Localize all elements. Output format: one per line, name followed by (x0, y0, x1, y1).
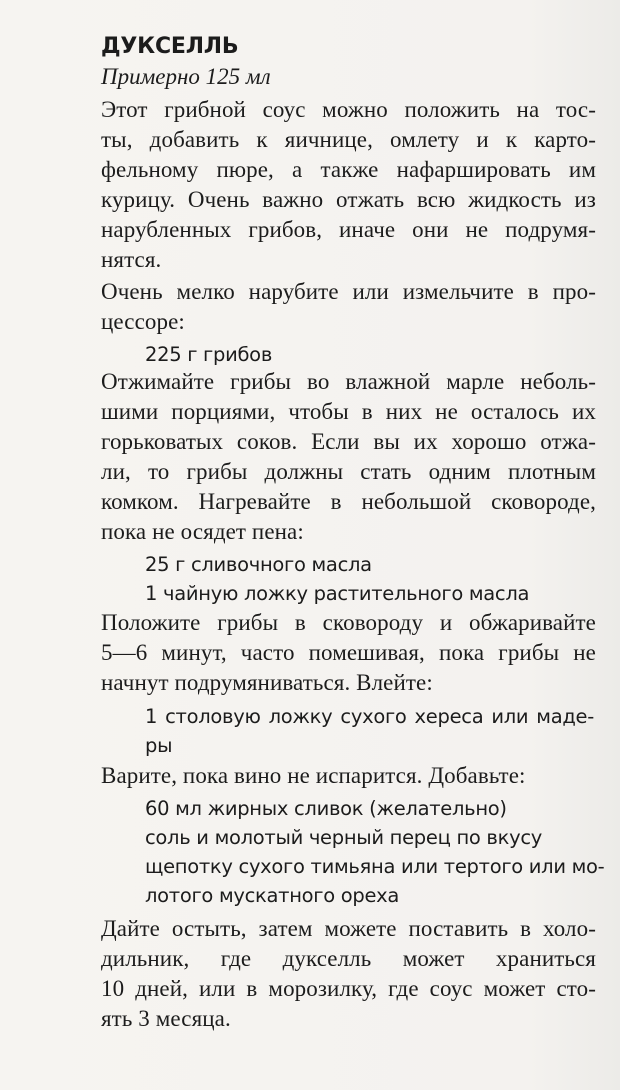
intro-line-4: курицу. Очень важно отжать всю жидкость из (101, 187, 596, 212)
step5-line-2: дильник, где дукселль может храниться (101, 946, 596, 971)
step5-line-4: ять 3 месяца. (101, 1006, 231, 1031)
ingredient-sherry-line-2: ры (145, 734, 173, 757)
ingredient-sherry-line-1: 1 столовую ложку сухого хереса или маде- (145, 705, 594, 728)
step2-line-4: ли, то грибы должны стать одним плотным (101, 459, 596, 484)
ingredient-thyme-line-2: лотого мускатного ореха (145, 884, 400, 907)
step2-line-2: шими порциями, чтобы в них не осталось их (101, 399, 596, 424)
step3-line-3: начнут подрумяниваться. Влейте: (101, 670, 433, 695)
recipe-title: ДУКСЕЛЛЬ (101, 34, 239, 59)
step1-line-1: Очень мелко нарубите или измельчите в про- (101, 279, 596, 304)
ingredient-mushrooms: 225 г грибов (145, 343, 273, 366)
ingredient-oil: 1 чайную ложку растительного масла (145, 582, 530, 605)
step3-line-1: Положите грибы в сковороду и обжаривайте (101, 610, 596, 635)
step4-line: Варите, пока вино не испарится. Добавьте: (101, 763, 526, 788)
ingredient-salt-pepper: соль и молотый черный перец по вкусу (145, 826, 542, 849)
step5-line-3: 10 дней, или в морозилку, где соус может сто- (101, 976, 596, 1001)
intro-line-1: Этот грибной соус можно положить на тос- (101, 97, 596, 122)
intro-line-6: нятся. (101, 247, 162, 272)
intro-line-3: фельному пюре, а также нафаршировать им (101, 157, 596, 182)
intro-line-5: нарубленных грибов, иначе они не подрумя- (101, 217, 596, 242)
step2-line-1: Отжимайте грибы во влажной марле неболь- (101, 369, 596, 394)
step2-line-3: горьковатых соков. Если вы их хорошо отжа- (101, 429, 596, 454)
ingredient-butter: 25 г сливочного масла (145, 553, 372, 576)
step2-line-5: комком. Нагревайте в небольшой сковороде, (101, 489, 596, 514)
step2-line-6: пока не осядет пена: (101, 519, 304, 544)
ingredient-thyme-line-1: щепотку сухого тимьяна или тертого или мо- (145, 855, 605, 878)
intro-line-2: ты, добавить к яичнице, омлету и к карто- (101, 127, 596, 152)
step1-line-2: цессоре: (101, 309, 185, 334)
recipe-yield: Примерно 125 мл (101, 64, 271, 89)
step3-line-2: 5—6 минут, часто помешивая, пока грибы не (101, 640, 596, 665)
ingredient-cream: 60 мл жирных сливок (желательно) (145, 797, 507, 820)
step5-line-1: Дайте остыть, затем можете поставить в холо- (101, 916, 596, 941)
